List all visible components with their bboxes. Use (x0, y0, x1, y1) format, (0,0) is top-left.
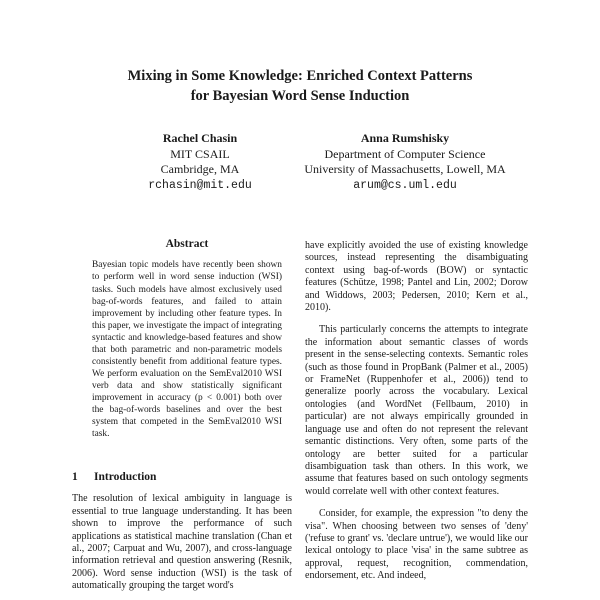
abstract-heading: Abstract (165, 238, 209, 250)
intro-paragraph: The resolution of lexical ambiguity in language is essential to true language understanding. It has been shown to improve the performance of such applications as statistical machine translation (Chan et al., 2007; Carpuat and Wu, 2007), and cross-language information retrieval and question answering (Resnik, 2006). Word sense induction (WSI) is the task of automatically grouping the target word's (72, 493, 292, 592)
right-paragraph-2: This particularly concerns the attempts to integrate the information about semantic classes of words present in the sense-selecting contexts. Semantic roles (such as those found in PropBank (Palmer et al., 2005) or FrameNet (Ruppenhofer et al., 2006)) tend to generalize poorly across the vocabulary. Lexical ontologies (and WordNet (Fellbaum, 2010) in particular) are not always empirically grounded in language use and often do not represent the relevant semantic distinctions. Very often, some parts of the ontology are better suited for a particular disambiguation task than others. In this work, we assume that features based on such ontology segments would correlate well with other context features. (305, 324, 528, 497)
introduction-section (72, 471, 292, 593)
right-column (305, 240, 528, 593)
section-heading (72, 471, 292, 483)
right-paragraph-3: Consider, for example, the expression "to deny the visa". When choosing between two senses of 'deny' ('refuse to grant' vs. 'declare untrue'), we would like our lexical ontology to place 'visa' in the same subtree as approval, request, recognition, commendation, endorsement, etc. And indeed, (305, 508, 528, 582)
author-affiliation: MIT CSAIL (170, 146, 230, 161)
author-name: Anna Rumshisky (360, 131, 450, 145)
author-affiliation: Department of Computer Science (324, 146, 486, 161)
author-email: arum@cs.uml.edu (353, 178, 457, 192)
section-title: Introduction (94, 471, 157, 483)
section-number: 1 (72, 471, 78, 483)
title-line-1: Mixing in Some Knowledge: Enriched Context Patterns (127, 68, 473, 84)
author-location: University of Massachusetts, Lowell, MA (304, 162, 506, 176)
author-block-2 (290, 131, 520, 193)
title-line-2: for Bayesian Word Sense Induction (190, 88, 410, 104)
abstract-text: Bayesian topic models have recently been shown to perform well in word sense induction (WSI) tasks. Such models have almost exclusively used bag-of-words features, and failed to attain improvement by including other feature types. In this paper, we investigate the impact of integrating syntactic and knowledge-based features and show that both parametric and non-parametric models consistently benefit from additional feature types. We perform evaluation on the SemEval2010 WSI verb data and show statistically significant improvement in accuracy (p < 0.001) both over the bag-of-words baselines and over the best system that competed in the SemEval2010 WSI task. (92, 260, 282, 440)
author-location: Cambridge, MA (160, 162, 240, 176)
right-paragraph-1: have explicitly avoided the use of existing knowledge sources, instead representing the disambiguating context using bag-of-words (BOW) or syntactic features (Schütze, 1998; Pantel and Lin, 2002; Dorow and Widdows, 2003; Pedersen, 2010; Kern et al., 2010). (305, 240, 528, 314)
author-block-1 (130, 131, 270, 193)
paper-title (0, 66, 600, 106)
author-email: rchasin@mit.edu (148, 178, 252, 192)
abstract-section (92, 238, 282, 440)
author-name: Rachel Chasin (162, 131, 238, 145)
